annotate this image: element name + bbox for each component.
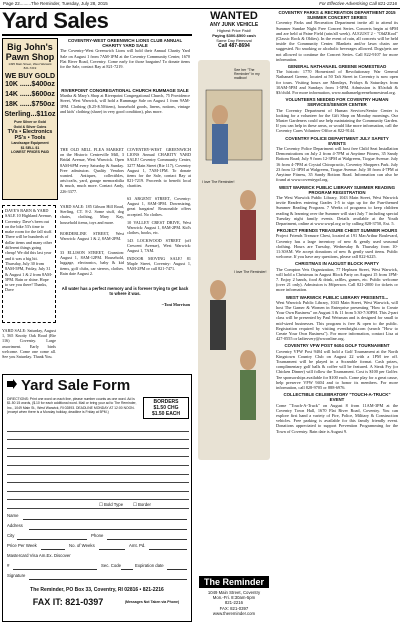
event-body: The Coventry Department of Human Services/Senior Center is looking for a volunteer for the Gift Shop on Monday mornings. Our Master Gardeners could use help maintaining the Community Garden. If you can help in these areas, or would like more information, call the Coventry Cares Volunteer Office at 822-9144. xyxy=(276,107,398,134)
cards-label: Mastercard Visa Am.Ex. Discover xyxy=(7,553,71,558)
pawn-line: PS's • Tools xyxy=(14,135,46,141)
sec-code-label: Sec. Code xyxy=(101,563,122,568)
event-item xyxy=(276,295,398,342)
event-body: Coventry VFW Post 9404 will hold a Golf Tournament at the North Kingstown Country Club on August 22 with a 1PM tee off. Tournament will be played in a Scramble format. Cash prizes, complimentary golf balls & coffee will be featured. A Steak Fry (or Chicken Dinner) will follow the Tournament. Cost is $100 per Golfer. Tee sponsorships available for $100 each. Come play for a great cause, help preserve VFW 9404 and to honor its members. For more information, call 828-9705 or 888-6976. xyxy=(276,348,398,391)
indoor-moving-sale: INDOOR MOVING SALE! 81 Maple Street, Coventry: August 1, 9AM-2PM or call 821-7471. xyxy=(127,256,191,272)
event-heading: COVENTRY PARKS & RECREATION DEPARTMENT 2015 SUMMER CONCERT SERIES xyxy=(278,10,396,21)
ellison-street: 33 ELLISON STREET, Cranston: August 1, 8AM-12PM. Household, luggage, electronics, baby & kid items, golf clubs, car stereos, clothes. Rain date August 2. xyxy=(60,250,124,276)
header-tagline: For Effective Advertising Call 821-2216 xyxy=(319,1,397,6)
speech-bubble: I love The Reminder! xyxy=(202,180,235,184)
border-checkbox[interactable]: ☐ Border xyxy=(133,502,151,507)
events-column xyxy=(276,10,398,622)
form-instructions: DIRECTIONS: Print one word on each line, please number counts as one word. Ad is $1.50 15 words, ($.10 for each additional word. Mail or bring your ad to The Reminder, Inc., 1049 Main St., West Warwick, RI 02893. DEADLINE MONDAY AT 12:00 NOON. (except when there is a Monday holiday, deadline is Friday at 5PM.) xyxy=(7,397,137,414)
lions-heading: COVENTRY-WEST GREENWICH LIONS CLUB ANNUAL CHARITY YARD SALE xyxy=(67,38,183,49)
arrow-icon xyxy=(7,379,17,389)
yard-sale-form xyxy=(2,374,192,622)
card-number-label: # xyxy=(7,563,10,568)
sec-code-field[interactable] xyxy=(121,569,133,570)
event-heading: WEST WARWICK PUBLIC LIBRARY SUMMER READING PROGRAM REGISTRATION xyxy=(278,184,396,195)
riverpoint-body: Martha & Mary's Shop at Riverpoint Congregational Church, 75 Providence Street, West Warwick, will hold a Rummage Sale on August 1 from 9AM-1PM. Clothing ($.25-$.50/item), household goods, linens, notions, vintage and kids' clothing (share) in very good condition), plus more. xyxy=(60,93,190,114)
event-body: West Warwick Public Library, 1043 Main Street, West Warwick, will host The Gamer & Women in Enterprise presenting "How to Create Your Own Business" on August 3 & 11 from 5:30-7:30PM. This 2-part class will be presented by Paul Weisman and is designed for small to mid-sized businesses. This program is free & open to the public. Registration required by visiting eventbright.com (search "How to Create Your Own Business"). For more information, contact Lisa at 427-0555 or ladiesvery@wwonline.org. xyxy=(276,299,398,342)
gold-row: 10K ......$400oz xyxy=(5,81,55,88)
phone-field[interactable] xyxy=(107,539,187,540)
event-body: The West Warwick Public Library, 1043 Main Street, West Warwick invite Readers entering Grades 1-5 to sign up for the Fun-themed Summer Reading Program. 7 Weeks of programs to keep children reading & learning over the Summer will start July 7 including special Tuesday night family events. Details available at the Youth Department, online at www.wwpl.org or by calling 828-3750, Ext. 5. xyxy=(276,194,398,226)
old-mill-flea: THE OLD MILL FLEA MARKET on the Historic Centreville Mill, 3 Bridal Avenue, West Warwick. Open 8AM-6PM every Saturday & Sunday. Free admission. Quality Vendors wanted. Antiques, collectibles, arts/crafts, yard, garage memorabilia & much, much more. Contact Andy, 226-3377. xyxy=(60,147,124,194)
event-item xyxy=(276,261,398,292)
event-heading: CHRISTMAS IN AUGUST BLOCK PARTY xyxy=(295,261,379,267)
address-label: Address xyxy=(7,523,23,528)
phone-label: Phone xyxy=(91,533,104,538)
junk-vehicle-ad xyxy=(195,10,273,55)
address-field[interactable] xyxy=(29,529,187,530)
reminder-address xyxy=(195,590,273,616)
argent-street: 63 ARGENT STREET, Coventry: August 1, 8AM-3PM. Downsizing, great bargains! Reasonable offers accepted. No clothes. xyxy=(127,196,191,217)
form-title: Yard Sale Form xyxy=(21,377,131,394)
amt-pd-label: Amt. Pd. xyxy=(129,543,146,548)
event-heading: COLLECTIBLE CELEBRATORY "TOUCH-A-TRUCK" EVENT xyxy=(283,392,391,403)
event-heading: COVENTRY POLICE DEPARTMENT JULY SAFETY EVENTS xyxy=(285,135,389,146)
quote-author: ~Toni Morrison xyxy=(161,302,190,307)
yard-sales-title: Yard Sales xyxy=(2,10,192,36)
riverpoint-sale xyxy=(60,88,190,114)
wanted-call: Call 487-8694 xyxy=(218,43,250,49)
event-body: Come "Touch-A-Truck" on August 8 from 11AM-3PM at the Coventry Town Hall, 1670 Flat River Road, Coventry. You can explore first hand a variety of Fire, Police, Military & Construction vehicles. Free parking is available for this family friendly event. Donations appreciated to support Prevention Programming for the Town of Coventry. Rain date is August 9. xyxy=(276,402,398,434)
addr-line: Mon.-Fri. 8:30am-5pm xyxy=(212,595,256,601)
event-item xyxy=(276,185,398,227)
signature-label: Signature xyxy=(7,573,26,578)
gold-row: 14K ......$600oz xyxy=(5,91,55,98)
lions-yard-sale xyxy=(60,38,190,69)
mailbox-illustration xyxy=(198,60,270,460)
pawn-line: Landscape Equipment xyxy=(11,141,49,145)
pawn-shop-ad xyxy=(2,38,58,200)
addr-line: www.thereminder.com xyxy=(212,610,256,616)
no-weeks-label: No. of Weeks xyxy=(69,543,95,548)
addr-line: 821-2216 xyxy=(224,600,244,606)
wanted-line: Paying $300-$500 cash xyxy=(212,33,256,38)
pawn-title-1: Big John's xyxy=(7,42,53,52)
city-label: City xyxy=(7,533,15,538)
illustration xyxy=(198,60,270,460)
event-body: The historic 1770 Homestead of Revolutionary War General Nathanael Greene, located at 50 Taft Street in Coventry is now open for tours. Visiting hours are Mondays, Fridays & Saturdays from 10AM-5PM and Sundays from 1-5PM. Admission is $5/adult & $3/child. For more information, www.nathanaelgreenehomestead.org. xyxy=(276,69,398,96)
yard-sale-gibson: YARD SALE: 185 Gibson Hill Road, Sterling, CT. 8-2. Some stuff, dog chairs, clothing, Mary Kay, household items, toys and more. xyxy=(60,204,124,225)
wanted-sub: ANY JUNK VEHICLE xyxy=(209,22,259,28)
event-body: Project Friends Treasure Chest, located at 191 MacArthur Boulevard, Coventry has a large inventory of new & gently used seasonal clothing. Hours are Tuesday, Wednesday & Thursday from 10-11:30AM. We accept donations of new & gently used items. Public welcome. If you have any questions, please call 822-6225. xyxy=(276,233,398,260)
dave-barn-sale: DAVE'S BARN & YARD SALE 10 Highland Avenue, Coventry. Dave's been out on the bike 53's time to make room for the fall stuff. There will be hundreds of dollar items and many other different things going cheap! We did this last year and it was a big hit. Thursday, July 30 from 8AM-5PM, Friday, July 31 & August 1 & 2 from 8AM-5PM. Rain or shine. Hope to see you there! Thanks, Dave xyxy=(2,205,56,323)
yard-sale-knotty-oak: YARD SALE: Saturday, August 1, 565 Knotty Oak Road (Rte 116) Coventry. Large assortment. Early birds welcome. Come one come all. See you Saturday. Thank You. xyxy=(2,328,56,360)
price-per-week-label: Price Per Week xyxy=(7,543,37,548)
reminder-logo: The Reminder xyxy=(199,576,269,588)
wanted-line: Highest Price Paid! xyxy=(216,28,251,33)
exp-label: Expiration date xyxy=(135,563,164,568)
event-heading: GENERAL NATHANAEL GREENE HOMESTEAD xyxy=(287,64,387,70)
exp-field[interactable] xyxy=(167,569,187,570)
pawn-address: 1495 Main Street, West Warwick xyxy=(8,62,52,66)
pawn-title-2: Pawn Shop xyxy=(5,52,55,62)
event-body: Coventry Parks and Recreation Department invite all to attend its Summer Sundae Night Free Concert Series. Concerts begin at 6PM and are held at Paine Field (rain/all week). AUGUST 2 - "OldZKool" (Classic Rock & Oldies). In the event of rain, all concerts will be held inside the Community Center. Blankets and/or lawn chairs are suggested. No smoking or alcoholic beverages allowed. Dogs/pets are not allowed to continue the Concert Series. Call 822-9107 for more information. xyxy=(276,20,398,62)
addr-line: 1049 Main Street, Coventry xyxy=(207,590,261,595)
lions-charity-sale: COVENTRY-WEST GREENWICH LIONS Annual CHARITY YARD SALE! Coventry Community Center, 3277 Main Street (Rte 117), Coventry August 1, 7AM-1PM. To donate items for the Sale, contact Ray at 821-7219. Proceeds to benefit local charities. xyxy=(127,147,191,189)
amt-pd-field[interactable] xyxy=(149,549,187,550)
event-body: The Coventry Police Department will host free Child Seat Installation Demonstrations on July 2 from 4-7PM at Anytime Fitness, 35 Sandy Bottom Road; July 9 from 12-3PM at Walgreens, Tiogue Avenue. July 16 from 4-7PM at Crystal Chiropractic, Coventry Shoppers Park. July 23 from 12-3PM at Walgreens, Tiogue Avenue. July 30 from 4-7PM at Anytime Fitness, 35 Sandy Bottom Road. Information can also be found at www.coventrypd.org. xyxy=(276,146,398,183)
addr-line: FAX: 821-0397 xyxy=(219,605,249,611)
event-item xyxy=(276,228,398,259)
gold-row: 18K ......$750oz xyxy=(5,101,55,108)
bold-type-checkbox[interactable]: ☐ Bold Type xyxy=(99,502,124,507)
speech-bubble: See her "The Reminder" in my mailbox! xyxy=(234,68,260,80)
wanted-line: Same Day Removal xyxy=(216,38,252,43)
border-price: $1.50 CHG xyxy=(153,405,179,411)
fax-line: FAX IT: 821-0397 xyxy=(32,597,104,607)
pawn-line: Gold & Silver Coins xyxy=(13,124,47,129)
lions-body: The Coventry-West Greenwich Lions will hold their Annual Charity Yard Sale on August 1 from 7AM-1PM at the Coventry Community Center, 1670 Flat River Road, Coventry. Come early for those bargains! To donate items for the Sale, contact Ray at 821-7219. xyxy=(60,48,190,70)
event-item xyxy=(276,64,398,95)
we-buy-gold: WE BUY GOLD xyxy=(4,73,56,80)
event-item xyxy=(276,97,398,133)
reminder-ad xyxy=(195,54,273,622)
pawn-phone: 821-7219 xyxy=(23,66,37,70)
no-weeks-field[interactable] xyxy=(99,549,125,550)
form-mail-address: The Reminder, PO Box 33, Coventry, RI 02816 • 821-2216 xyxy=(30,587,164,593)
price-per-week-field[interactable] xyxy=(41,549,65,550)
gold-row: Sterling...$11oz xyxy=(4,111,56,118)
event-item xyxy=(276,10,398,62)
riverpoint-heading: RIVERPOINT CONGREGATIONAL CHURCH RUMMAGE SALE xyxy=(61,88,189,93)
pawn-line: Pure Silver or Gold xyxy=(14,120,46,124)
wanted-heading: WANTED xyxy=(210,10,258,22)
event-item xyxy=(276,343,398,390)
border-price-2: $1.50 EACH xyxy=(151,411,181,417)
event-item xyxy=(276,392,398,434)
event-body: The Compton Vets Organization, 77 Hepburn Street, West Warwick, will hold a Christmas in August Block Party on August 15 from 1PM-7. Enjoy 2 bands, food & drink, raffles, games, etc. Public welcome (over 21 only). Admission is $6/person. Call 821-2000 for tickets or more information. xyxy=(276,266,398,293)
yard-sales-column xyxy=(2,10,192,622)
valley-crest: 10 VALLEY CREST DRIVE, West Warwick: August 1, 8AM-2PM. Kid's clothes, books, etc. xyxy=(127,220,191,236)
pawn-line: $1 SELL $1 xyxy=(20,145,40,150)
word-grid[interactable] xyxy=(7,423,189,509)
city-field[interactable] xyxy=(17,539,87,540)
speech-bubble: I love The Reminder! xyxy=(234,270,267,274)
border-label: Border xyxy=(138,502,151,507)
event-item xyxy=(276,136,398,183)
quote: All water has a perfect memory and is forever trying to get back to where it was. xyxy=(61,286,189,297)
event-heading: WEST WARWICK PUBLIC LIBRARY PRESENTS... xyxy=(285,294,389,300)
card-number-field[interactable] xyxy=(13,569,97,570)
event-heading: PROJECT FRIENDS TREASURE CHEST SUMMER HOURS xyxy=(276,228,398,234)
name-field[interactable] xyxy=(23,519,187,520)
pawn-line: TVs • Electronics xyxy=(7,129,53,135)
borders-box xyxy=(143,397,189,419)
fax-note: (Messages Not Taken via Phone) xyxy=(124,600,180,604)
event-heading: COVENTRY VFW POST 9404 GOLF TOURNAMENT xyxy=(284,343,390,349)
bold-type-label: Bold Type xyxy=(104,502,124,507)
borders-label: BORDERS xyxy=(153,399,179,405)
pawn-line: LOWEST PRICES PAID xyxy=(10,150,50,154)
page-number: Page 22.........The Reminder, Tuesday, July 28, 2015 xyxy=(3,1,108,6)
lockwood-street: 143 LOCKWOOD STREET (off Crescent Avenue), West Warwick: August 1, 7AM. xyxy=(127,238,191,254)
event-heading: VOLUNTEERS NEEDED FOR COVENTRY HUMAN SERVICES/SENIOR CENTER xyxy=(285,97,389,108)
name-label: Name xyxy=(7,513,19,518)
borderline-street: BORDERLINE STREET, West Warwick: August 1 & 2, 8AM-2PM. xyxy=(60,231,124,242)
middle-column xyxy=(195,10,273,622)
signature-field[interactable] xyxy=(29,579,187,580)
